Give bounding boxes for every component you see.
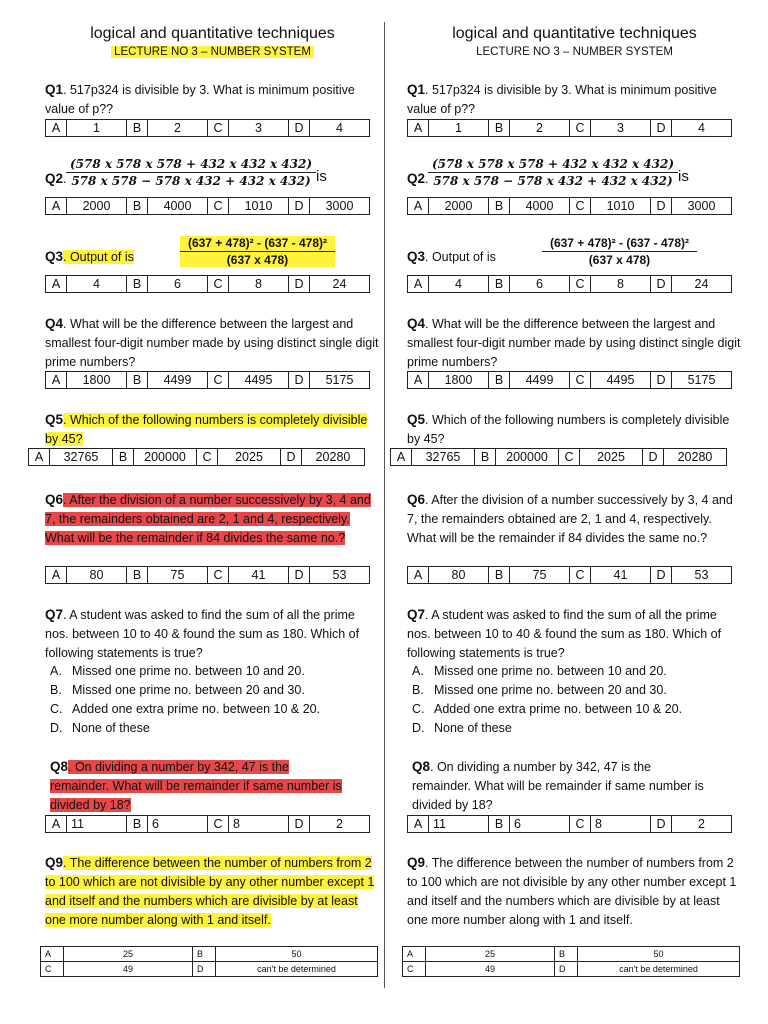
q7-choice-c: C. Added one extra prime no. between 10 & 20. [50, 702, 321, 716]
q3-fraction: (637 + 478)² - (637 - 478)² (637 x 478) [180, 236, 335, 267]
question-6: Q6. After the division of a number successively by 3, 4 and 7, the remainders obtained are 2, 1 and 4, respectively. What will be the remainder if 84 divides the same no.? [45, 492, 371, 545]
q6-options-copy: A 80 B 75 C 41 D 53 [407, 566, 732, 584]
q2-options: A 2000 B 4000 C 1010 D 3000 [45, 197, 370, 215]
q7-choice-a-copy: A. Missed one prime no. between 10 and 20. [412, 664, 667, 678]
q2-fraction-copy: (578 x 578 x 578 + 432 x 432 x 432) 578 x 578 − 578 x 432 + 432 x 432) [428, 157, 678, 188]
question-4-copy: Q4. What will be the difference between the largest and smallest four-digit number made by using distinct single digit prime numbers? [407, 316, 741, 369]
question-1: Q1. 517p324 is divisible by 3. What is minimum positive value of p?? [45, 82, 355, 116]
q7-choice-b-copy: B. Missed one prime no. between 20 and 30. [412, 683, 667, 697]
q7-choice-d: D. None of these [50, 721, 150, 735]
question-2-copy: Q2. [407, 171, 429, 186]
question-5: Q5. Which of the following numbers is completely divisible by 45? [45, 412, 368, 446]
q5-options-copy: A 32765 B 200000 C 2025 D 20280 [390, 448, 727, 466]
question-9-copy: Q9. The difference between the number of numbers from 2 to 100 which are not divisible by any other number except 1 and itself and the numbers which are divisible by at least one more number along with 1 and itself. [407, 855, 737, 927]
q3-options: A 4 B 6 C 8 D 24 [45, 275, 370, 293]
question-3: Q3. Output of is [45, 249, 134, 264]
question-6-copy: Q6. After the division of a number successively by 3, 4 and 7, the remainders obtained are 2, 1 and 4, respectively. What will be the remainder if 84 divides the same no.? [407, 492, 733, 545]
question-4: Q4. What will be the difference between the largest and smallest four-digit number made by using distinct single digit prime numbers? [45, 316, 379, 369]
q8-options-copy: A 11 B 6 C 8 D 2 [407, 815, 732, 833]
question-5-copy: Q5. Which of the following numbers is completely divisible by 45? [407, 412, 730, 446]
q7-choice-a: A. Missed one prime no. between 10 and 20. [50, 664, 305, 678]
q7-choice-c-copy: C. Added one extra prime no. between 10 & 20. [412, 702, 683, 716]
q4-options: A 1800 B 4499 C 4495 D 5175 [45, 371, 370, 389]
q2-options-copy: A 2000 B 4000 C 1010 D 3000 [407, 197, 732, 215]
q2-is-copy: is [678, 168, 689, 185]
q4-options-copy: A 1800 B 4499 C 4495 D 5175 [407, 371, 732, 389]
question-7: Q7. A student was asked to find the sum of all the prime nos. between 10 to 40 & found the sum as 180. Which of following statements is true? [45, 607, 360, 660]
q6-options: A 80 B 75 C 41 D 53 [45, 566, 370, 584]
q1-options: A 1 B 2 C 3 D 4 [45, 119, 370, 137]
q7-choices [50, 662, 385, 738]
q5-options: A 32765 B 200000 C 2025 D 20280 [28, 448, 365, 466]
column-divider [384, 22, 385, 988]
q3-fraction-copy: (637 + 478)² - (637 - 478)² (637 x 478) [542, 236, 697, 267]
question-9: Q9. The difference between the number of numbers from 2 to 100 which are not divisible by any other number except 1 and itself and the numbers which are divisible by at least one more number along with 1 and itself. [45, 855, 375, 927]
question-7-copy: Q7. A student was asked to find the sum of all the prime nos. between 10 to 40 & found the sum as 180. Which of following statements is true? [407, 607, 722, 660]
q2-is: is [316, 168, 327, 185]
question-3-copy: Q3. Output of is [407, 249, 496, 264]
q7-choice-b: B. Missed one prime no. between 20 and 30. [50, 683, 305, 697]
q1-options-copy: A 1 B 2 C 3 D 4 [407, 119, 732, 137]
question-8-copy: Q8. On dividing a number by 342, 47 is the remainder. What will be remainder if same number is divided by 18? [412, 759, 704, 812]
page-title: logical and quantitative techniques [90, 25, 335, 42]
lecture-subtitle: LECTURE NO 3 – NUMBER SYSTEM [40, 46, 385, 58]
q2-fraction: (578 x 578 x 578 + 432 x 432 x 432) 578 x 578 − 578 x 432 + 432 x 432) [66, 157, 316, 188]
page-title-copy: logical and quantitative techniques [452, 25, 697, 42]
q8-options: A 11 B 6 C 8 D 2 [45, 815, 370, 833]
question-1-copy: Q1. 517p324 is divisible by 3. What is minimum positive value of p?? [407, 82, 717, 116]
question-2: Q2. [45, 171, 67, 186]
question-8: Q8. On dividing a number by 342, 47 is the remainder. What will be remainder if same number is divided by 18? [50, 759, 342, 812]
q9-options-copy: A 25 B 50 C 49 D can't be determined [402, 946, 740, 977]
q3-options-copy: A 4 B 6 C 8 D 24 [407, 275, 732, 293]
lecture-subtitle-copy: LECTURE NO 3 – NUMBER SYSTEM [476, 46, 673, 58]
q9-options: A 25 B 50 C 49 D can't be determined [40, 946, 378, 977]
q7-choice-d-copy: D. None of these [412, 721, 512, 735]
q7-choices-copy [412, 662, 747, 738]
